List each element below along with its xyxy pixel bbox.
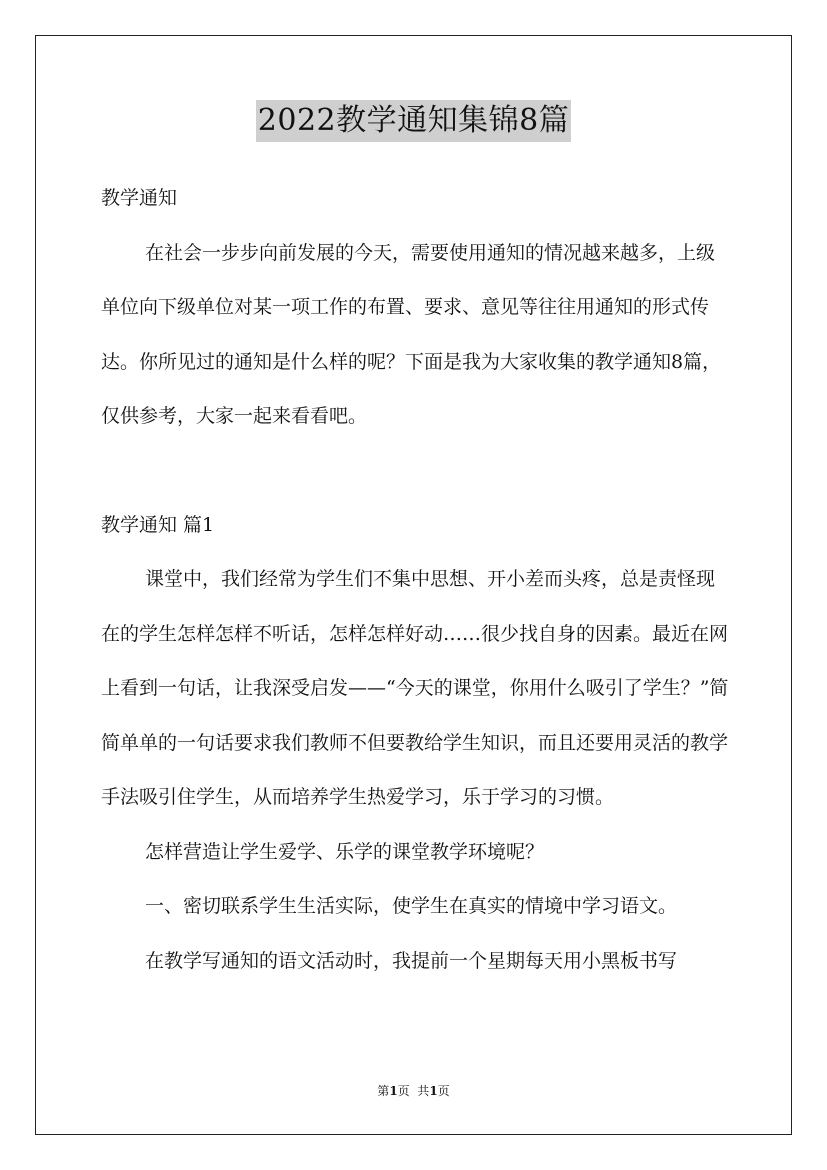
footer-prefix: 第 (377, 1084, 390, 1098)
footer-page-total: 1 (429, 1084, 438, 1098)
section1-paragraph-4: 在教学写通知的语文活动时，我提前一个星期每天用小黑板书写 (145, 949, 678, 972)
title-container (0, 100, 827, 142)
section1-paragraph-3: 一、密切联系学生生活实际，使学生在真实的情境中学习语文。 (145, 895, 678, 917)
intro-heading: 教学通知 (101, 187, 178, 209)
section-gap (101, 444, 731, 498)
intro-paragraph: 在社会一步步向前发展的今天，需要使用通知的情况越来越多，上级单位向下级单位对某一项工作的布置、要求、意见等往往用通知的形式传达。你所见过的通知是什么样的呢？下面是我为大家收集的教学通知8篇，仅供参考，大家一起来看看吧。 (101, 241, 722, 427)
footer-suffix: 页 (437, 1084, 450, 1098)
page-footer (0, 1082, 827, 1100)
footer-page-current: 1 (389, 1084, 398, 1098)
section1-paragraph-2: 怎样营造让学生爱学、乐学的课堂教学环境呢？ (145, 840, 545, 863)
document-title: 2022教学通知集锦8篇 (256, 100, 571, 142)
section1-paragraph-1: 课堂中，我们经常为学生们不集中思想、开小差而头疼，总是责怪现在的学生怎样怎样不听话，怎样怎样好动……很少找自身的因素。最近在网上看到一句话，让我深受启发——“今天的课堂，你用什么吸引了学生？”简简单单的一句话要求我们教师不但要教给学生知识，而且还要用灵活的教学手法吸引住学生，从而培养学生热爱学习，乐于学习的习惯。 (101, 568, 729, 808)
document-body (101, 171, 731, 988)
section1-heading: 教学通知 篇1 (101, 513, 215, 536)
footer-mid: 页 共 (397, 1084, 430, 1098)
